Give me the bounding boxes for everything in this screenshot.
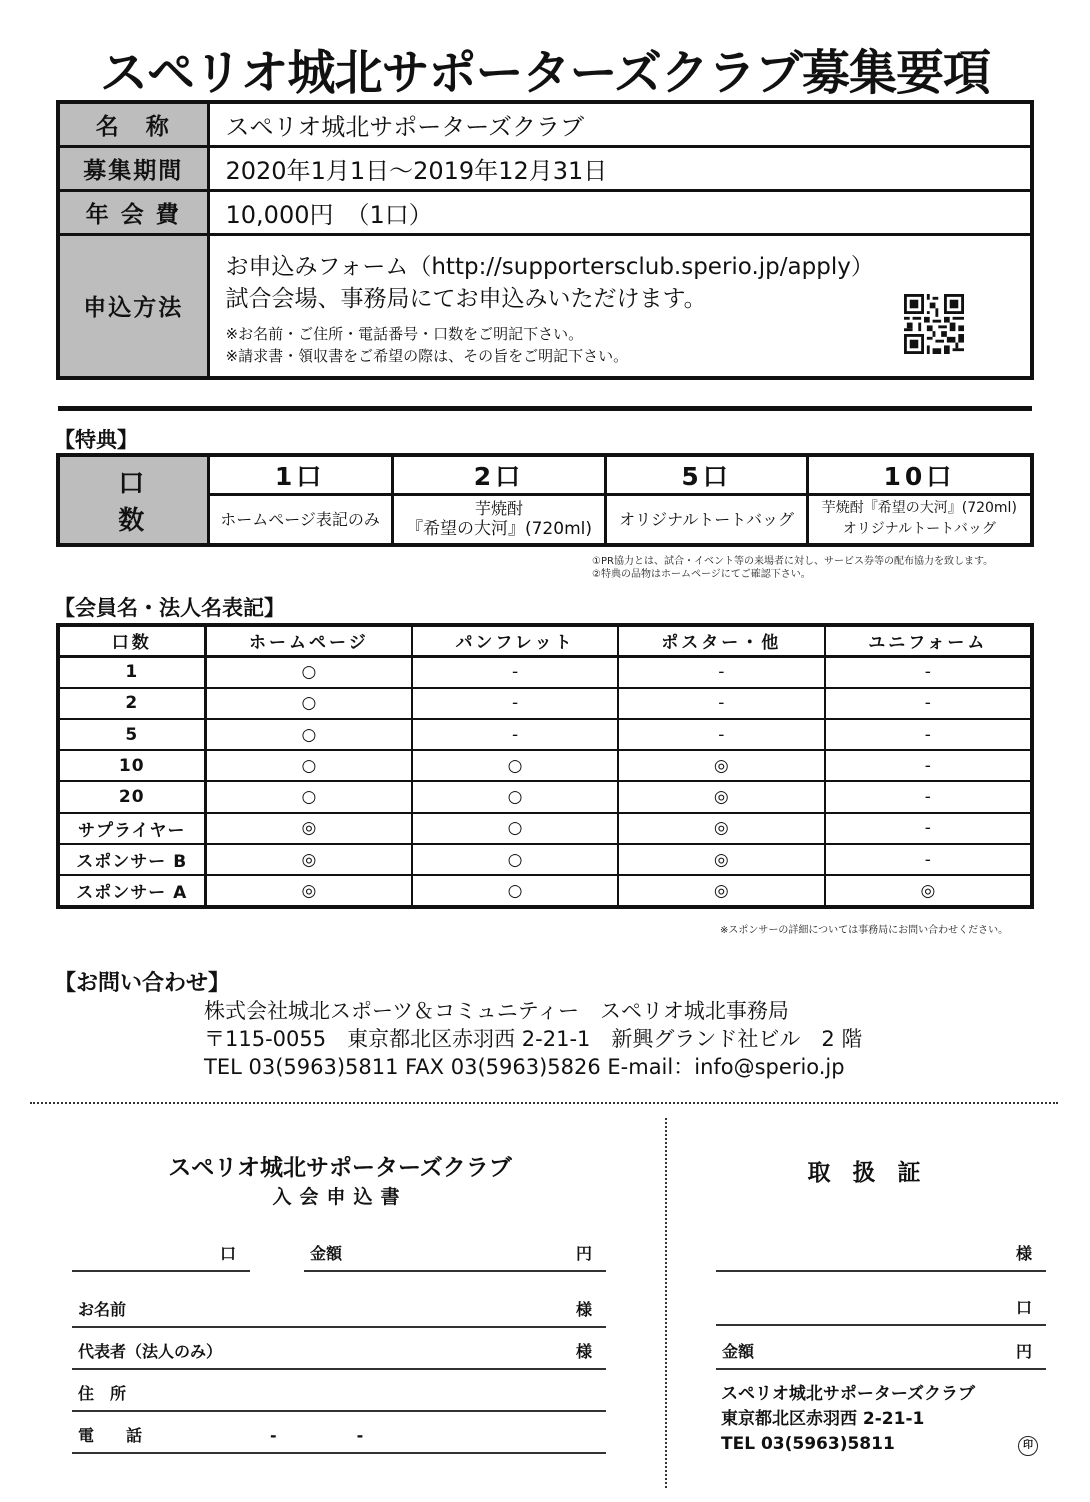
receipt-org: スペリオ城北サポーターズクラブ [721,1384,975,1404]
table-row [58,688,1032,719]
amount-field[interactable] [304,1236,606,1272]
member-mark-cell: ○ [412,844,618,875]
representative-label: 代表者（法人のみ） [78,1342,223,1361]
member-mark-cell: ◎ [618,844,825,875]
receipt-name-field[interactable] [716,1236,1046,1272]
qr-code-icon[interactable] [904,294,964,354]
apply-note-2: ※請求書・領収書をご希望の際は、その旨をご明記下さい。 [225,346,629,365]
table-row [58,656,1032,687]
benefit-item-1 [208,495,392,545]
apply-form-line[interactable]: お申込みフォーム（http://supportersclub.sperio.jp/apply） [225,253,874,280]
member-mark-cell: - [825,781,1032,812]
fee-value: 10,000円 （1口） [208,190,1032,234]
receipt-name-suffix: 様 [1015,1244,1032,1263]
receipt-title: 取扱証 [807,1160,943,1186]
apply-value [208,234,1032,378]
phone-separator: - - [270,1426,364,1445]
fee-label: 年 会 費 [58,190,208,234]
member-mark-cell: ◎ [618,813,825,844]
name-field-suffix: 様 [575,1300,592,1319]
contact-address: 〒115-0055 東京都北区赤羽西 2-21-1 新興グランド社ビル 2 階 [204,1027,863,1051]
member-mark-cell: - [825,844,1032,875]
member-mark-cell: ◎ [205,875,412,906]
member-mark-cell: ○ [205,688,412,719]
units-field[interactable] [72,1236,250,1272]
receipt-address: 東京都北区赤羽西 2-21-1 [721,1409,925,1429]
member-col-header: パンフレット [412,625,618,656]
member-count-cell: 1 [58,656,205,687]
receipt-amount-label: 金額 [722,1342,755,1361]
member-mark-cell: ○ [412,750,618,781]
form-subtitle: 入会申込書 [272,1186,408,1208]
address-field[interactable] [72,1376,606,1412]
member-count-cell: スポンサー A [58,875,205,906]
member-mark-cell: ◎ [618,875,825,906]
table-row [58,781,1032,812]
apply-venue-line: 試合会場、事務局にてお申込みいただけます。 [225,285,707,312]
benefit-count-label: 口 数 [58,455,208,545]
member-mark-cell: - [618,688,825,719]
info-table [56,100,1034,380]
form-title: スペリオ城北サポーターズクラブ [168,1155,512,1181]
amount-suffix: 円 [575,1244,592,1263]
seal-icon: 印 [1018,1436,1038,1456]
member-mark-cell: - [618,656,825,687]
period-label: 募集期間 [58,146,208,190]
benefit-table [56,453,1034,547]
member-mark-cell: ○ [412,813,618,844]
member-mark-cell: ◎ [618,750,825,781]
benefit-item-5 [606,495,807,545]
contact-block [204,997,862,1081]
apply-label: 申込方法 [58,234,208,378]
member-col-header: 口数 [58,625,205,656]
benefit-count-10: 10口 [807,455,1032,495]
benefit-item-10 [807,495,1032,545]
member-count-cell: スポンサー B [58,844,205,875]
member-mark-cell: ◎ [205,844,412,875]
benefit-notes [592,555,993,581]
table-row [58,844,1032,875]
member-mark-cell: - [618,719,825,750]
benefit-item-text: オリジナルトートバッグ [619,509,794,529]
receipt-units-suffix: 口 [1015,1298,1032,1317]
member-mark-cell: - [825,750,1032,781]
benefit-item-text: オリジナルトートバッグ [842,521,996,538]
member-count-cell: 20 [58,781,205,812]
phone-label: 電 話 [78,1426,143,1445]
benefit-item-2 [392,495,606,545]
page-title: スペリオ城北サポーターズクラブ募集要項 [99,45,991,101]
member-mark-cell: - [825,813,1032,844]
benefit-count-1: 1口 [208,455,392,495]
member-mark-cell: ○ [205,656,412,687]
member-mark-cell: ○ [205,781,412,812]
receipt-amount-field[interactable] [716,1334,1046,1370]
benefit-item-text: 『希望の大河』(720ml) [405,519,592,540]
table-row [58,875,1032,906]
table-row [58,719,1032,750]
contact-org: 株式会社城北スポーツ＆コミュニティー スペリオ城北事務局 [204,999,789,1023]
contact-heading: 【お問い合わせ】 [54,971,231,996]
member-mark-cell: ○ [412,781,618,812]
member-col-header: ポスター・他 [618,625,825,656]
member-count-cell: サプライヤー [58,813,205,844]
member-count-cell: 2 [58,688,205,719]
cut-line-vertical [665,1118,667,1488]
member-mark-cell: - [412,688,618,719]
member-heading: 【会員名・法人名表記】 [54,596,285,620]
cut-line-horizontal [30,1102,1058,1104]
benefit-heading: 【特典】 [54,428,138,452]
amount-label: 金額 [310,1244,343,1263]
member-count-cell: 5 [58,719,205,750]
apply-note-1: ※お名前・ご住所・電話番号・口数をご明記下さい。 [225,324,584,343]
table-row [58,750,1032,781]
benefit-item-text: 芋焼酎 [474,499,523,519]
member-mark-cell: ○ [205,719,412,750]
phone-field[interactable] [72,1418,606,1454]
member-mark-cell: ○ [412,875,618,906]
member-mark-cell: ◎ [618,781,825,812]
section-divider [58,406,1032,411]
member-col-header: ユニフォーム [825,625,1032,656]
units-suffix: 口 [219,1244,236,1263]
member-mark-cell: - [412,656,618,687]
representative-field[interactable] [72,1334,606,1370]
period-value: 2020年1月1日〜2019年12月31日 [208,146,1032,190]
representative-suffix: 様 [575,1342,592,1361]
sponsor-note: ※スポンサーの詳細については事務局にお問い合わせください。 [720,925,1009,936]
benefit-note-1: ①PR協力とは、試合・イベント等の来場者に対し、サービス券等の配布協力を致します。 [592,556,994,567]
benefit-note-2: ②特典の品物はホームページにてご確認下さい。 [592,569,811,580]
member-mark-cell: - [825,719,1032,750]
member-mark-cell: ○ [205,750,412,781]
table-row [58,813,1032,844]
benefit-item-text: ホームページ表記のみ [220,509,380,529]
member-mark-cell: - [412,719,618,750]
receipt-units-field[interactable] [716,1290,1046,1326]
contact-tel-email[interactable]: TEL 03(5963)5811 FAX 03(5963)5826 E-mail：info@sperio.jp [204,1055,845,1079]
name-field-label: お名前 [78,1300,127,1319]
benefit-count-2: 2口 [392,455,606,495]
receipt-amount-suffix: 円 [1015,1342,1032,1361]
member-col-header: ホームページ [205,625,412,656]
benefit-item-text: 芋焼酎『希望の大河』(720ml) [821,500,1017,517]
member-table [56,623,1034,909]
member-count-cell: 10 [58,750,205,781]
address-label: 住 所 [78,1384,127,1403]
member-mark-cell: ◎ [205,813,412,844]
receipt-address-block [721,1382,975,1457]
name-field[interactable] [72,1292,606,1328]
receipt-tel: TEL 03(5963)5811 [721,1434,895,1454]
member-mark-cell: ◎ [825,875,1032,906]
member-mark-cell: - [825,688,1032,719]
benefit-count-5: 5口 [606,455,807,495]
name-label: 名 称 [58,102,208,146]
member-mark-cell: - [825,656,1032,687]
name-value: スペリオ城北サポーターズクラブ [208,102,1032,146]
member-header-row [58,625,1032,656]
